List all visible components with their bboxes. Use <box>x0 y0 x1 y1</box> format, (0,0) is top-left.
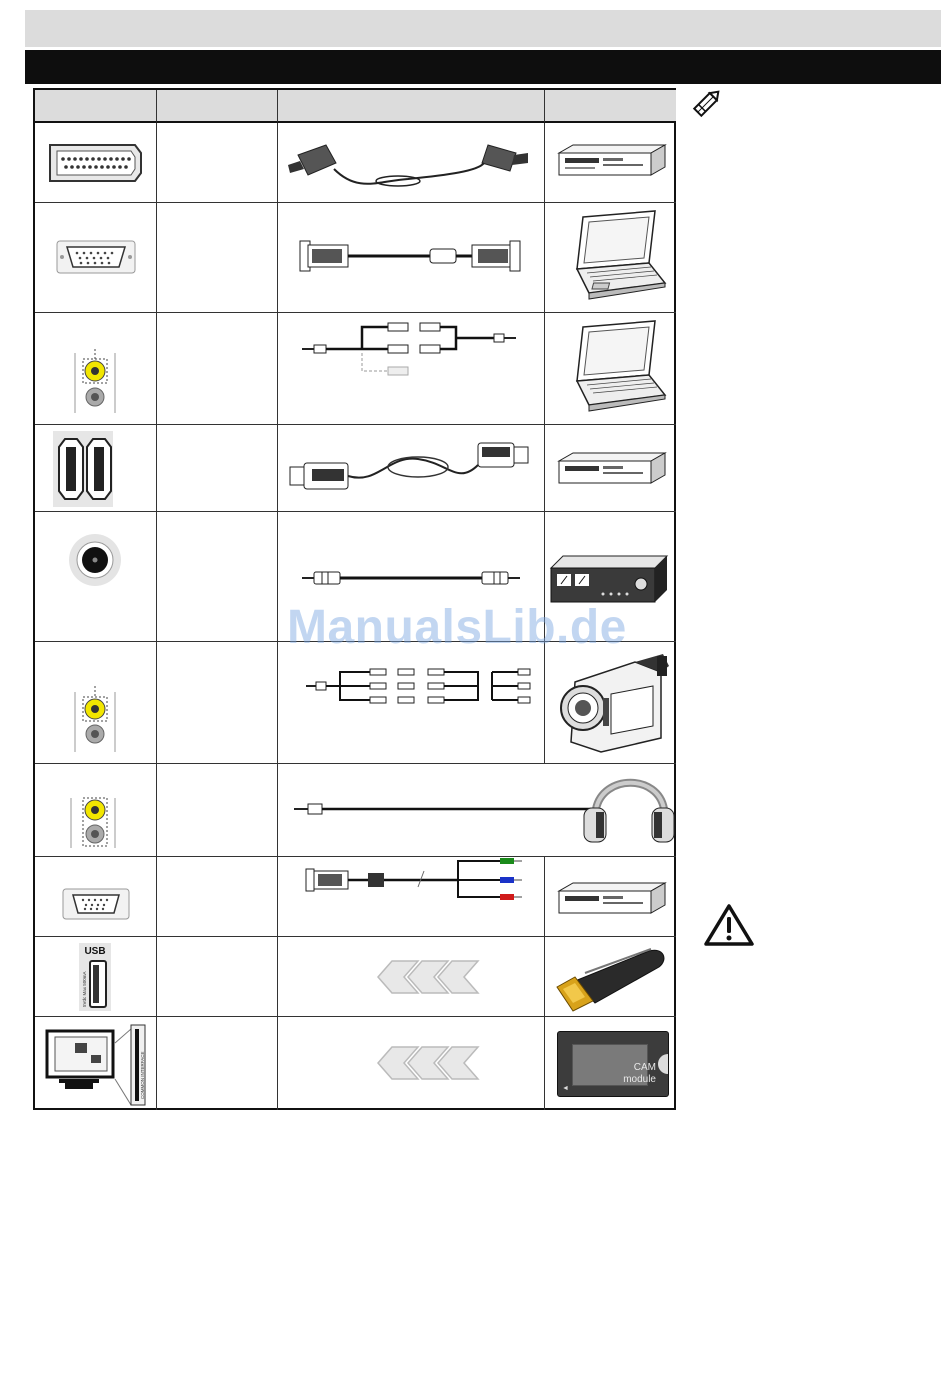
audio-cable-icon <box>278 313 545 425</box>
usb-rating-label: 5Vdc Max 500mA <box>82 971 87 1007</box>
table-cell-device <box>545 857 676 937</box>
table-cell-device <box>545 313 676 425</box>
table-row-hdmi-port <box>35 425 157 512</box>
table-row-ci-port <box>35 1017 157 1110</box>
table-cell-type <box>157 857 278 937</box>
header-cables <box>278 90 545 123</box>
table-row-scart-port <box>35 123 157 203</box>
table-cell-type <box>157 764 278 857</box>
table-row-pc-audio-port <box>35 313 157 425</box>
insert-arrows-icon <box>278 1017 545 1110</box>
table-cell-cable <box>278 1017 545 1110</box>
table-cell-cable <box>278 642 545 764</box>
scart-port-icon <box>35 123 157 203</box>
pc-audio-port-icon <box>35 313 157 425</box>
header-gray-bar <box>25 10 941 47</box>
table-cell-type <box>157 1017 278 1110</box>
connection-table <box>33 88 676 1110</box>
vcr-icon <box>545 425 676 512</box>
headphone-cable-icon <box>278 764 676 857</box>
cam-module-notch <box>658 1054 668 1074</box>
table-row-ypbpr-port <box>35 857 157 937</box>
insert-arrows-icon <box>278 937 545 1017</box>
table-cell-cable <box>278 425 545 512</box>
ypbpr-cable-icon <box>278 857 545 937</box>
table-row-av-port <box>35 642 157 764</box>
warning-triangle-icon <box>703 903 755 947</box>
table-cell-cable <box>278 123 545 203</box>
table-cell-device <box>545 123 676 203</box>
table-cell-cable <box>278 857 545 937</box>
laptop-icon <box>545 203 676 313</box>
table-cell-cable-wide <box>278 764 676 857</box>
camcorder-icon <box>545 642 676 764</box>
usb-stick-icon <box>545 937 676 1017</box>
table-cell-device <box>545 203 676 313</box>
table-cell-type <box>157 313 278 425</box>
hdmi-port-icon <box>35 425 157 512</box>
vga-port-icon <box>35 203 157 313</box>
table-cell-cable <box>278 937 545 1017</box>
pencil-icon <box>690 86 724 120</box>
table-cell-cable <box>278 203 545 313</box>
cam-module-label-line2: module <box>623 1074 656 1085</box>
laptop-icon <box>545 313 676 425</box>
table-row-usb-port <box>35 937 157 1017</box>
table-cell-device <box>545 642 676 764</box>
cam-module-label <box>623 1062 656 1086</box>
usb-label: USB <box>84 946 106 957</box>
headphone-port-icon <box>35 764 157 857</box>
table-cell-type <box>157 425 278 512</box>
vcr-icon <box>545 857 676 937</box>
av-port-icon <box>35 642 157 764</box>
table-cell-device <box>545 425 676 512</box>
header-type <box>157 90 278 123</box>
header-connector <box>35 90 157 123</box>
spdif-port-icon <box>35 512 157 642</box>
table-row-vga-port <box>35 203 157 313</box>
table-row-headphone-port <box>35 764 157 857</box>
table-cell-type <box>157 642 278 764</box>
table-cell-type <box>157 512 278 642</box>
av-cable-icon <box>278 642 545 764</box>
header-device <box>545 90 676 123</box>
usb-port-icon <box>35 937 157 1017</box>
hdmi-cable-icon <box>278 425 545 512</box>
table-cell-device <box>545 937 676 1017</box>
cam-module-label-line1: CAM <box>633 1062 656 1073</box>
header-black-bar <box>25 50 941 84</box>
vcr-icon <box>545 123 676 203</box>
ci-slot-icon <box>35 1017 157 1110</box>
table-cell-type <box>157 123 278 203</box>
vga-cable-icon <box>278 203 545 313</box>
table-row-spdif-port <box>35 512 157 642</box>
ypbpr-port-icon <box>35 857 157 937</box>
table-cell-cable <box>278 313 545 425</box>
table-cell-type <box>157 203 278 313</box>
ci-slot-label: COMMON INTERFACE <box>140 1051 145 1099</box>
scart-cable-icon <box>278 123 545 203</box>
cam-module-icon <box>557 1031 669 1097</box>
cam-arrow-icon: ◄ <box>562 1085 569 1092</box>
table-cell-type <box>157 937 278 1017</box>
watermark: ManualsLib.de <box>287 601 627 654</box>
table-cell-device <box>545 1017 676 1110</box>
